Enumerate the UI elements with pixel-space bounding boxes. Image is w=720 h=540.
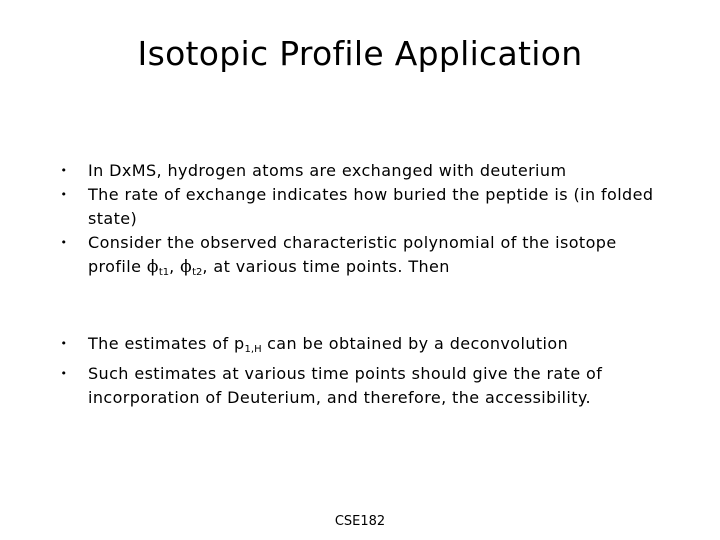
phi-symbol: ϕ	[180, 257, 193, 277]
bullet-text-part: Consider the observed characteristic polynomial of the isotope profile	[88, 233, 617, 276]
subscript: t1	[158, 267, 170, 278]
bullet-text-part: The estimates of p	[88, 334, 245, 353]
slide-footer: CSE182	[334, 514, 386, 529]
bullet-marker: •	[60, 188, 68, 201]
bullet-marker: •	[60, 367, 68, 380]
bullet-list-top	[58, 159, 658, 285]
phi-symbol: ϕ	[146, 257, 159, 277]
bullet-item	[58, 159, 658, 183]
bullet-item	[58, 231, 658, 285]
subscript: 1,H	[244, 344, 262, 355]
bullet-text: The rate of exchange indicates how buried the peptide is (in folded state)	[88, 185, 654, 228]
bullet-text: In DxMS, hydrogen atoms are exchanged with deuterium	[88, 161, 567, 180]
subscript: t2	[192, 267, 203, 278]
bullet-marker: •	[60, 164, 68, 177]
bullet-text	[88, 233, 617, 276]
bullet-text-part: , at various time points. Then	[202, 257, 450, 276]
slide-title: Isotopic Profile Application	[137, 34, 583, 73]
bullet-list-bottom	[58, 332, 658, 410]
bullet-item	[58, 362, 658, 410]
separator: ,	[169, 257, 181, 276]
bullet-text-part: can be obtained by a deconvolution	[261, 334, 569, 353]
bullet-item	[58, 183, 658, 231]
bullet-marker: •	[60, 337, 68, 350]
bullet-item	[58, 332, 658, 362]
bullet-marker: •	[60, 236, 68, 249]
bullet-text	[88, 334, 568, 353]
bullet-text: Such estimates at various time points should give the rate of incorporation of Deuterium, and therefore, the accessibility.	[88, 364, 603, 407]
